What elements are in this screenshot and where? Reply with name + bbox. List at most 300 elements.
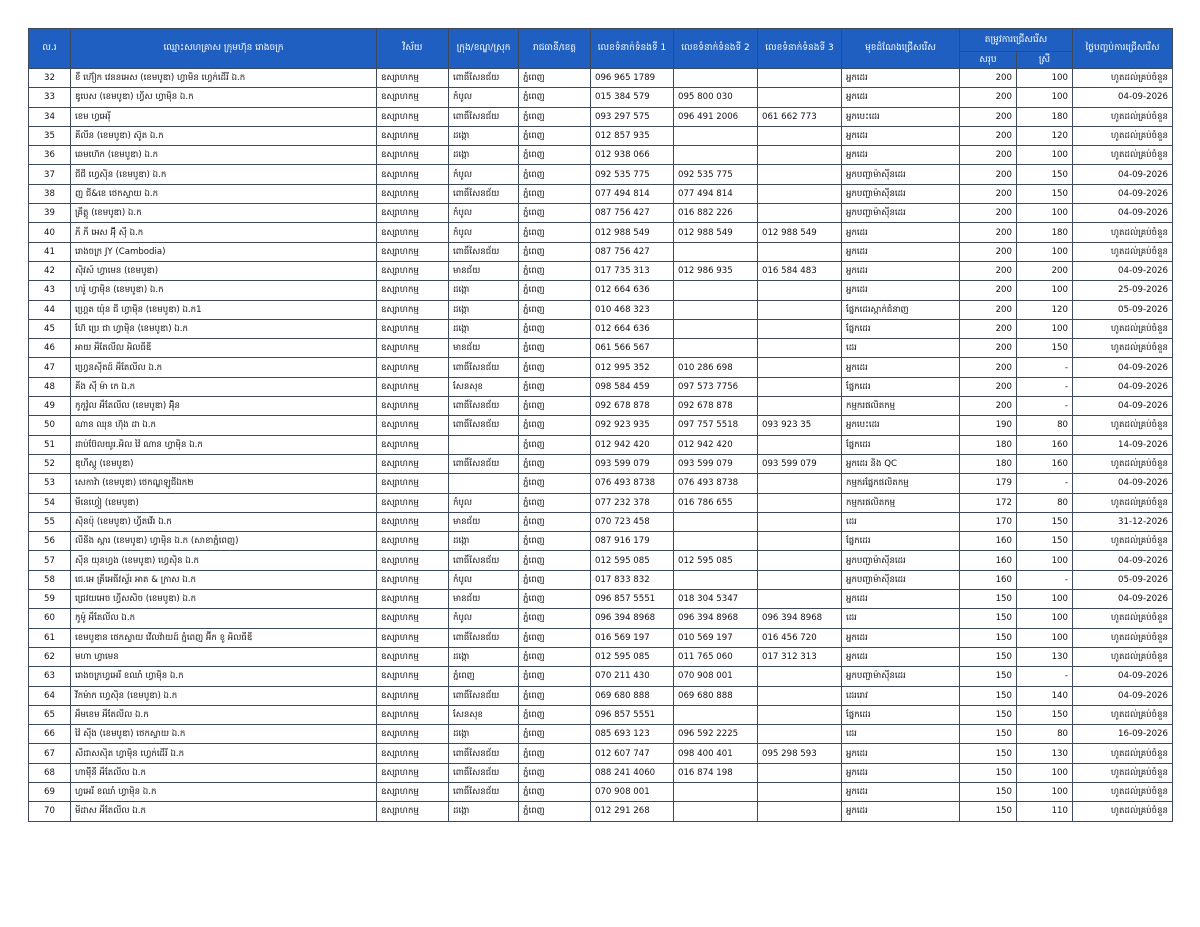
cell-name: កូកូវ៉ូល អឹតែលីល (ខេមបូឌា) អ៊ុិន [71,397,377,416]
cell-district: ដង្កោ [449,281,519,300]
cell-phone2: 092 535 775 [674,165,758,184]
cell-no: 43 [29,281,71,300]
cell-total: 200 [960,300,1017,319]
cell-female: 100 [1017,609,1073,628]
cell-sector: ឧស្សាហកម្ម [377,686,449,705]
cell-total: 150 [960,647,1017,666]
cell-female: 150 [1017,165,1073,184]
cell-position: អ្នកដេរ [842,146,960,165]
cell-position: ដេរ [842,339,960,358]
cell-female: 100 [1017,551,1073,570]
cell-position: អ្នកដេរ [842,628,960,647]
cell-total: 150 [960,802,1017,821]
cell-total: 200 [960,242,1017,261]
cell-position: អ្នកបញ្ជាម៉ាស៊ីនដេរ [842,165,960,184]
cell-no: 40 [29,223,71,242]
cell-deadline: ហូតដល់គ្រប់ចំនួន [1073,782,1173,801]
cell-deadline: 25-09-2026 [1073,281,1173,300]
cell-phone2 [674,126,758,145]
cell-name: សេកាវ៉ា (ខេមបូឌា) ថេកណ្ឌឡូជីឯក២ [71,474,377,493]
cell-female: 180 [1017,107,1073,126]
cell-phone3 [758,358,842,377]
table-row [29,763,1173,782]
cell-female: 100 [1017,146,1073,165]
cell-total: 160 [960,570,1017,589]
cell-sector: ឧស្សាហកម្ម [377,628,449,647]
table-row [29,261,1173,280]
cell-district: សែនសុខ [449,705,519,724]
cell-province: ភ្នំពេញ [519,667,591,686]
cell-total: 180 [960,435,1017,454]
cell-name: រោងចក្រ JY (Cambodia) [71,242,377,261]
cell-phone1: 070 908 001 [591,782,674,801]
cell-province: ភ្នំពេញ [519,570,591,589]
cell-no: 66 [29,725,71,744]
cell-sector: ឧស្សាហកម្ម [377,242,449,261]
cell-district [449,474,519,493]
cell-phone3 [758,725,842,744]
cell-position: អ្នកដេរ [842,802,960,821]
cell-deadline: 04-09-2026 [1073,397,1173,416]
cell-phone1: 096 965 1789 [591,69,674,88]
cell-no: 32 [29,69,71,88]
table-row [29,570,1173,589]
cell-position: កម្មករផលិតកម្ម [842,493,960,512]
cell-deadline: 05-09-2026 [1073,300,1173,319]
cell-total: 150 [960,609,1017,628]
cell-sector: ឧស្សាហកម្ម [377,261,449,280]
cell-deadline: 04-09-2026 [1073,184,1173,203]
cell-district: កំបូល [449,88,519,107]
table-header [29,29,1173,69]
cell-name: ហ៊ែ ប្រេ ជា ហ្វាម៉ិន (ខេមបូឌា) ឯ.ក [71,319,377,338]
cell-female: 200 [1017,261,1073,280]
table-row [29,532,1173,551]
cell-female: 100 [1017,319,1073,338]
cell-phone1: 012 291 268 [591,802,674,821]
cell-district: ដង្កោ [449,532,519,551]
cell-phone3 [758,319,842,338]
cell-total: 200 [960,223,1017,242]
cell-total: 170 [960,512,1017,531]
cell-total: 172 [960,493,1017,512]
cell-phone3 [758,686,842,705]
cell-deadline: 04-09-2026 [1073,590,1173,609]
cell-total: 150 [960,763,1017,782]
cell-name: ខេមបូឌាន ថេកស្ទាយ វើលវ៉ាយដ៍ ភ្នំពេញ អ៊ីក ខូ អិលធីឌី [71,628,377,647]
cell-position: អ្នកបញ្ជាម៉ាស៊ីនដេរ [842,184,960,203]
table-row [29,512,1173,531]
cell-phone1: 076 493 8738 [591,474,674,493]
cell-phone1: 093 297 575 [591,107,674,126]
cell-district: ពោធិ៍សែនជ័យ [449,628,519,647]
cell-female: 150 [1017,532,1073,551]
cell-phone1: 016 569 197 [591,628,674,647]
cell-position: ដេរ [842,609,960,628]
cell-phone1: 096 857 5551 [591,705,674,724]
cell-phone1: 012 595 085 [591,551,674,570]
cell-phone1: 092 535 775 [591,165,674,184]
cell-no: 69 [29,782,71,801]
cell-district: ដង្កោ [449,319,519,338]
cell-district: ដង្កោ [449,126,519,145]
cell-total: 150 [960,705,1017,724]
cell-no: 55 [29,512,71,531]
cell-deadline: ហូតដល់គ្រប់ចំនួន [1073,647,1173,666]
cell-deadline: 05-09-2026 [1073,570,1173,589]
table-row [29,146,1173,165]
cell-name: សីដាសស៊ិត ហ្វាម៉ិន ហ្វេក់ដើរី ឯ.ក [71,744,377,763]
cell-name: គ្រីត្តូ (ខេមបូឌា) ឯ.ក [71,204,377,223]
cell-name: ហ្វ្រេនស៊ីតដ៍ អឹតែលីល ឯ.ក [71,358,377,377]
cell-deadline: ហូតដល់គ្រប់ចំនួន [1073,802,1173,821]
cell-position: ផ្នែកដេរ [842,377,960,396]
cell-phone3 [758,590,842,609]
cell-no: 47 [29,358,71,377]
cell-sector: ឧស្សាហកម្ម [377,474,449,493]
cell-district: ដង្កោ [449,300,519,319]
cell-phone1: 092 923 935 [591,416,674,435]
cell-position: អ្នកដេរ [842,69,960,88]
cell-no: 62 [29,647,71,666]
cell-sector: ឧស្សាហកម្ម [377,339,449,358]
cell-sector: ឧស្សាហកម្ម [377,782,449,801]
cell-position: អ្នកដេរ [842,590,960,609]
cell-female: 100 [1017,69,1073,88]
cell-deadline: 04-09-2026 [1073,88,1173,107]
cell-deadline: ហូតដល់គ្រប់ចំនួន [1073,416,1173,435]
cell-phone1: 077 232 378 [591,493,674,512]
cell-district: កំបូល [449,165,519,184]
cell-district: មានជ័យ [449,590,519,609]
table-row [29,802,1173,821]
cell-position: អ្នកបេះដេរ [842,107,960,126]
cell-phone1: 012 857 935 [591,126,674,145]
cell-total: 200 [960,339,1017,358]
table-row [29,281,1173,300]
cell-province: ភ្នំពេញ [519,165,591,184]
cell-total: 200 [960,146,1017,165]
cell-sector: ឧស្សាហកម្ម [377,184,449,203]
cell-phone2: 012 988 549 [674,223,758,242]
cell-deadline: 04-09-2026 [1073,686,1173,705]
cell-phone2: 098 400 401 [674,744,758,763]
cell-female: 80 [1017,725,1073,744]
cell-sector: ឧស្សាហកម្ម [377,281,449,300]
cell-sector: ឧស្សាហកម្ម [377,609,449,628]
cell-phone3 [758,802,842,821]
table-row [29,493,1173,512]
cell-deadline: 04-09-2026 [1073,165,1173,184]
cell-province: ភ្នំពេញ [519,69,591,88]
cell-female: 160 [1017,435,1073,454]
cell-phone2: 011 765 060 [674,647,758,666]
header-female: ស្រី [1017,52,1073,69]
cell-sector: ឧស្សាហកម្ម [377,300,449,319]
cell-phone1: 012 988 549 [591,223,674,242]
cell-position: អ្នកដេរ [842,358,960,377]
cell-phone1: 096 857 5551 [591,590,674,609]
cell-name: មហា ហ្វាមេន [71,647,377,666]
cell-sector: ឧស្សាហកម្ម [377,397,449,416]
cell-district: កំបូល [449,223,519,242]
cell-deadline: 04-09-2026 [1073,667,1173,686]
table-row [29,667,1173,686]
cell-phone3 [758,242,842,261]
cell-total: 150 [960,686,1017,705]
table-row [29,184,1173,203]
cell-no: 52 [29,454,71,473]
cell-sector: ឧស្សាហកម្ម [377,763,449,782]
table-row [29,647,1173,666]
cell-phone2: 096 592 2225 [674,725,758,744]
cell-district: ពោធិ៍សែនជ័យ [449,782,519,801]
cell-phone3: 016 584 483 [758,261,842,280]
cell-phone1: 085 693 123 [591,725,674,744]
cell-phone1: 070 723 458 [591,512,674,531]
cell-total: 150 [960,590,1017,609]
cell-phone3: 061 662 773 [758,107,842,126]
cell-phone2: 012 595 085 [674,551,758,570]
cell-district: មានជ័យ [449,512,519,531]
cell-phone3 [758,667,842,686]
cell-position: អ្នកដេរ [842,261,960,280]
cell-deadline: ហូតដល់គ្រប់ចំនួន [1073,146,1173,165]
cell-name: ឆេមហ៊េក (ខេមបូឌា) ឯ.ក [71,146,377,165]
cell-deadline: 31-12-2026 [1073,512,1173,531]
table-row [29,223,1173,242]
cell-no: 59 [29,590,71,609]
cell-district: ពោធិ៍សែនជ័យ [449,744,519,763]
cell-female: - [1017,377,1073,396]
cell-name: ស៊ិនប៉ុ (ខេមបូឌា) ហ្វីតវើរ ឯ.ក [71,512,377,531]
cell-position: អ្នកបញ្ជាម៉ាស៊ីនដេរ [842,551,960,570]
cell-sector: ឧស្សាហកម្ម [377,319,449,338]
cell-phone3 [758,146,842,165]
cell-sector: ឧស្សាហកម្ម [377,512,449,531]
cell-deadline: 04-09-2026 [1073,204,1173,223]
cell-phone2: 077 494 814 [674,184,758,203]
cell-district [449,435,519,454]
table-row [29,744,1173,763]
cell-phone1: 012 995 352 [591,358,674,377]
table-row [29,204,1173,223]
cell-province: ភ្នំពេញ [519,358,591,377]
cell-phone1: 098 584 459 [591,377,674,396]
cell-phone1: 012 595 085 [591,647,674,666]
cell-phone3: 016 456 720 [758,628,842,647]
cell-no: 49 [29,397,71,416]
cell-total: 200 [960,358,1017,377]
cell-phone3 [758,339,842,358]
cell-deadline: 16-09-2026 [1073,725,1173,744]
cell-province: ភ្នំពេញ [519,281,591,300]
cell-sector: ឧស្សាហកម្ម [377,69,449,88]
cell-position: អ្នកដេរ [842,88,960,107]
cell-total: 200 [960,377,1017,396]
cell-no: 33 [29,88,71,107]
cell-phone2: 012 942 420 [674,435,758,454]
cell-phone3 [758,397,842,416]
cell-position: អ្នកដេរ [842,744,960,763]
header-recruit: តម្រូវការជ្រើសរើស [960,29,1073,52]
cell-sector: ឧស្សាហកម្ម [377,107,449,126]
cell-phone2 [674,300,758,319]
cell-name: ណាន ឈុន ហ៊ុង ដា ឯ.ក [71,416,377,435]
cell-no: 42 [29,261,71,280]
cell-position: អ្នកដេរ [842,763,960,782]
cell-female: 150 [1017,512,1073,531]
table-row [29,590,1173,609]
cell-sector: ឧស្សាហកម្ម [377,146,449,165]
cell-name: វ៉ៃ ស៊ីង (ខេមបូឌា) ថេកស្ទាយ ឯ.ក [71,725,377,744]
cell-female: 100 [1017,782,1073,801]
cell-deadline: 04-09-2026 [1073,474,1173,493]
table-row [29,165,1173,184]
cell-sector: ឧស្សាហកម្ម [377,416,449,435]
cell-district: មានជ័យ [449,261,519,280]
cell-phone3: 012 988 549 [758,223,842,242]
header-phone1: លេខទំនាក់ទំនងទី 1 [591,29,674,69]
cell-position: អ្នកបេះដេរ [842,416,960,435]
cell-district: ពោធិ៍សែនជ័យ [449,184,519,203]
cell-position: ដេររោវ [842,686,960,705]
cell-province: ភ្នំពេញ [519,551,591,570]
cell-total: 200 [960,397,1017,416]
table-row [29,725,1173,744]
cell-sector: ឧស្សាហកម្ម [377,126,449,145]
cell-position: អ្នកបញ្ជាម៉ាស៊ីនដេរ [842,204,960,223]
cell-phone3: 096 394 8968 [758,609,842,628]
cell-name: ខេម ហ្វអេរ៉ី [71,107,377,126]
cell-deadline: 04-09-2026 [1073,551,1173,570]
cell-deadline: ហូតដល់គ្រប់ចំនួន [1073,609,1173,628]
cell-sector: ឧស្សាហកម្ម [377,647,449,666]
cell-female: 180 [1017,223,1073,242]
cell-deadline: ហូតដល់គ្រប់ចំនួន [1073,705,1173,724]
cell-phone2: 010 286 698 [674,358,758,377]
cell-sector: ឧស្សាហកម្ម [377,705,449,724]
table-row [29,377,1173,396]
cell-phone3 [758,570,842,589]
header-deadline: ថ្ងៃបញ្ចប់ការជ្រើសរើស [1073,29,1173,69]
cell-total: 150 [960,667,1017,686]
cell-name: ជ្រេវយអេច ហ្វីសសិច (ខេមបូឌា) ឯ.ក [71,590,377,609]
cell-phone3: 017 312 313 [758,647,842,666]
cell-female: 100 [1017,590,1073,609]
cell-district: ពោធិ៍សែនជ័យ [449,107,519,126]
cell-province: ភ្នំពេញ [519,146,591,165]
cell-district: កំបូល [449,204,519,223]
cell-province: ភ្នំពេញ [519,242,591,261]
table-row [29,319,1173,338]
table-body [29,69,1173,822]
header-province: រាជធានី/ខេត្ត [519,29,591,69]
cell-name: ស៊ិវស៍ ហ្វាមេន (ខេមបូឌា) [71,261,377,280]
cell-phone2 [674,782,758,801]
cell-no: 60 [29,609,71,628]
table-row [29,474,1173,493]
cell-name: ហាម៉ុីនី អឹតែលីល ឯ.ក [71,763,377,782]
cell-phone1: 093 599 079 [591,454,674,473]
cell-phone2: 016 882 226 [674,204,758,223]
cell-phone2 [674,705,758,724]
cell-deadline: ហូតដល់គ្រប់ចំនួន [1073,532,1173,551]
cell-no: 70 [29,802,71,821]
cell-deadline: ហូតដល់គ្រប់ចំនួន [1073,628,1173,647]
cell-female: 150 [1017,705,1073,724]
cell-province: ភ្នំពេញ [519,261,591,280]
cell-district: ដង្កោ [449,647,519,666]
cell-female: 160 [1017,454,1073,473]
cell-province: ភ្នំពេញ [519,454,591,473]
cell-district: ពោធិ៍សែនជ័យ [449,397,519,416]
cell-no: 65 [29,705,71,724]
cell-phone3 [758,435,842,454]
table-row [29,435,1173,454]
cell-name: ឌូបេស (ខេមបូឌា) ហ្វីស ហ្វាម៉ិន ឯ.ក [71,88,377,107]
cell-phone1: 088 241 4060 [591,763,674,782]
cell-phone2: 093 599 079 [674,454,758,473]
cell-phone1: 070 211 430 [591,667,674,686]
cell-province: ភ្នំពេញ [519,223,591,242]
cell-phone3 [758,551,842,570]
cell-phone1: 012 938 066 [591,146,674,165]
cell-sector: ឧស្សាហកម្ម [377,88,449,107]
cell-phone2: 018 304 5347 [674,590,758,609]
cell-district: ពោធិ៍សែនជ័យ [449,69,519,88]
cell-total: 200 [960,319,1017,338]
table-row [29,107,1173,126]
cell-name: ខឺ ហ៊ៀក វេននអេស (ខេមបូឌា) ហ្វាមិន ហ្វេក់ដើរី ឯ.ក [71,69,377,88]
cell-phone3: 093 923 35 [758,416,842,435]
cell-position: អ្នកបញ្ជាម៉ាស៊ីនដេរ [842,667,960,686]
cell-sector: ឧស្សាហកម្ម [377,493,449,512]
cell-phone1: 087 756 427 [591,242,674,261]
cell-deadline: ហូតដល់គ្រប់ចំនួន [1073,339,1173,358]
cell-no: 36 [29,146,71,165]
cell-female: - [1017,474,1073,493]
cell-phone2 [674,339,758,358]
cell-no: 53 [29,474,71,493]
cell-total: 150 [960,725,1017,744]
cell-name: លីនីង ស្តារ (ខេមបូឌា) ហ្វាម៉ិន ឯ.ក (សាខាភ្នំពេញ) [71,532,377,551]
cell-female: 80 [1017,416,1073,435]
cell-no: 68 [29,763,71,782]
cell-district: ពោធិ៍សែនជ័យ [449,763,519,782]
cell-name: ដាប់ប៊ែលយូរ.អិល វ៉ៃ ណាន ហ្វាម៉ិន ឯ.ក [71,435,377,454]
cell-total: 190 [960,416,1017,435]
cell-phone2: 096 491 2006 [674,107,758,126]
header-no: ល.រ [29,29,71,69]
cell-province: ភ្នំពេញ [519,107,591,126]
cell-no: 58 [29,570,71,589]
cell-no: 56 [29,532,71,551]
table-row [29,705,1173,724]
cell-province: ភ្នំពេញ [519,474,591,493]
cell-phone2 [674,69,758,88]
table-row [29,358,1173,377]
cell-sector: ឧស្សាហកម្ម [377,165,449,184]
cell-position: អ្នកដេរ [842,242,960,261]
cell-position: អ្នកដេរ [842,223,960,242]
cell-province: ភ្នំពេញ [519,590,591,609]
cell-no: 57 [29,551,71,570]
cell-phone3: 093 599 079 [758,454,842,473]
cell-total: 200 [960,281,1017,300]
cell-sector: ឧស្សាហកម្ម [377,667,449,686]
header-phone2: លេខទំនាក់ទំនងទី 2 [674,29,758,69]
